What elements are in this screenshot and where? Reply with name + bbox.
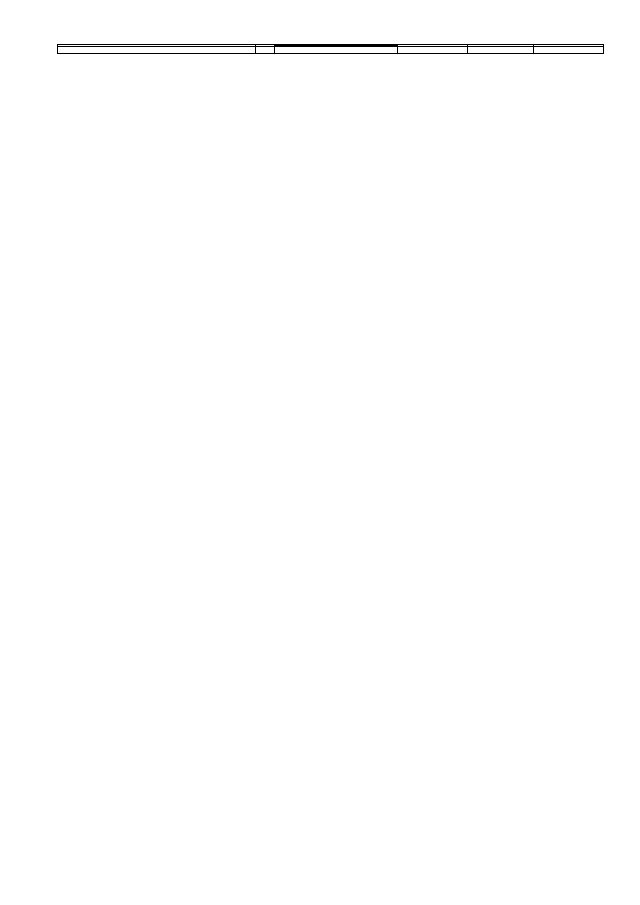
col-number bbox=[468, 47, 534, 54]
col-number bbox=[534, 47, 604, 54]
col-number bbox=[256, 47, 275, 54]
budget-execution-table bbox=[57, 44, 604, 54]
col-number bbox=[275, 47, 398, 54]
col-number bbox=[58, 47, 256, 54]
col-number bbox=[398, 47, 468, 54]
